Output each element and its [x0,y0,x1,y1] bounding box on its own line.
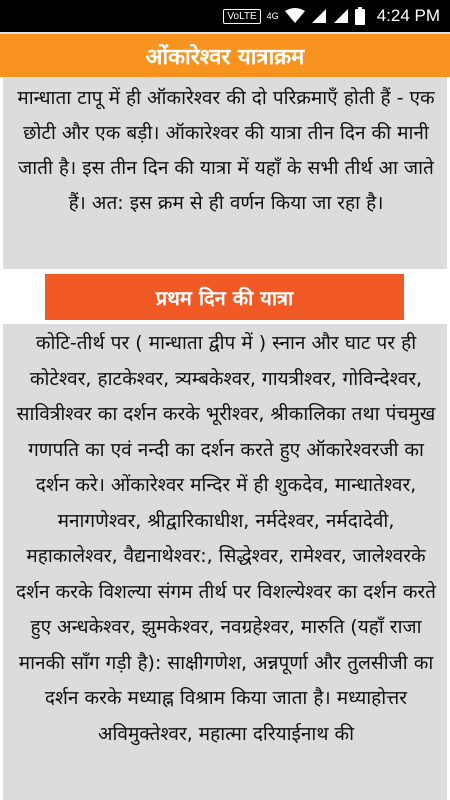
volte-icon: VoLTE [223,9,260,24]
status-bar [0,0,450,32]
signal-icon [311,8,327,24]
network-type-label: 4G [266,11,279,21]
battery-icon [355,7,365,25]
page-title: ओंकारेश्वर यात्राक्रम [145,44,305,70]
wifi-icon [285,8,305,24]
section-heading-banner [45,274,404,320]
intro-text: मान्धाता टापू में ही ऑकारेश्वर की दो परिक्रमाएँ होती हैं - एक छोटी और एक बड़ी। ऑकारेश्वर की यात्रा तीन दिन की मानी जाती है। इस तीन दिन की यात्रा में यहाँ के सभी तीर्थ आ जाते हैं। अत: इस क्रम से ही वर्णन किया जा रहा है। [17,87,435,214]
section-body-panel[interactable] [0,324,450,800]
clock: 4:24 PM [376,6,440,25]
intro-panel [0,77,450,269]
page-title-banner [0,32,450,77]
section-heading: प्रथम दिन की यात्रा [155,285,294,310]
signal-icon [333,8,349,24]
section-body-text: कोटि-तीर्थ पर ( मान्धाता द्वीप में ) स्नान और घाट पर ही कोटेश्वर, हाटकेश्वर, त्र्यम्बकेश्वर, गायत्रीश्वर, गोविन्देश्वर, सावित्रीश्वर का दर्शन करके भूरीश्वर, श्रीकालिका तथा पंचमुख गणपति का एवं नन्दी का दर्शन करते हुए ऑकारेश्वरजी का दर्शन करे। ओंकारेश्वर मन्दिर में ही शुकदेव, मान्धातेश्वर, मनागणेश्वर, श्रीद्वारिकाधीश, नर्मदेश्वर, नर्मदादेवी, महाकालेश्वर, वैद्यनाथेश्वर:, सिद्धेश्वर, रामेश्वर, जालेश्वरके दर्शन करके विशल्या संगम तीर्थ पर विशल्येश्वर का दर्शन करते हुए अन्धकेश्वर, झुमकेश्वर, नवग्रहेश्वर, मारुति (यहाँ राजा मानकी साँग गड़ी है): साक्षीगणेश, अन्नपूर्णा और तुलसीजी का दर्शन करके मध्याह्न विश्राम किया जाता है। मध्याहोत्तर अविमुक्तेश्वर, महात्मा दरियाईनाथ की [15,332,437,745]
